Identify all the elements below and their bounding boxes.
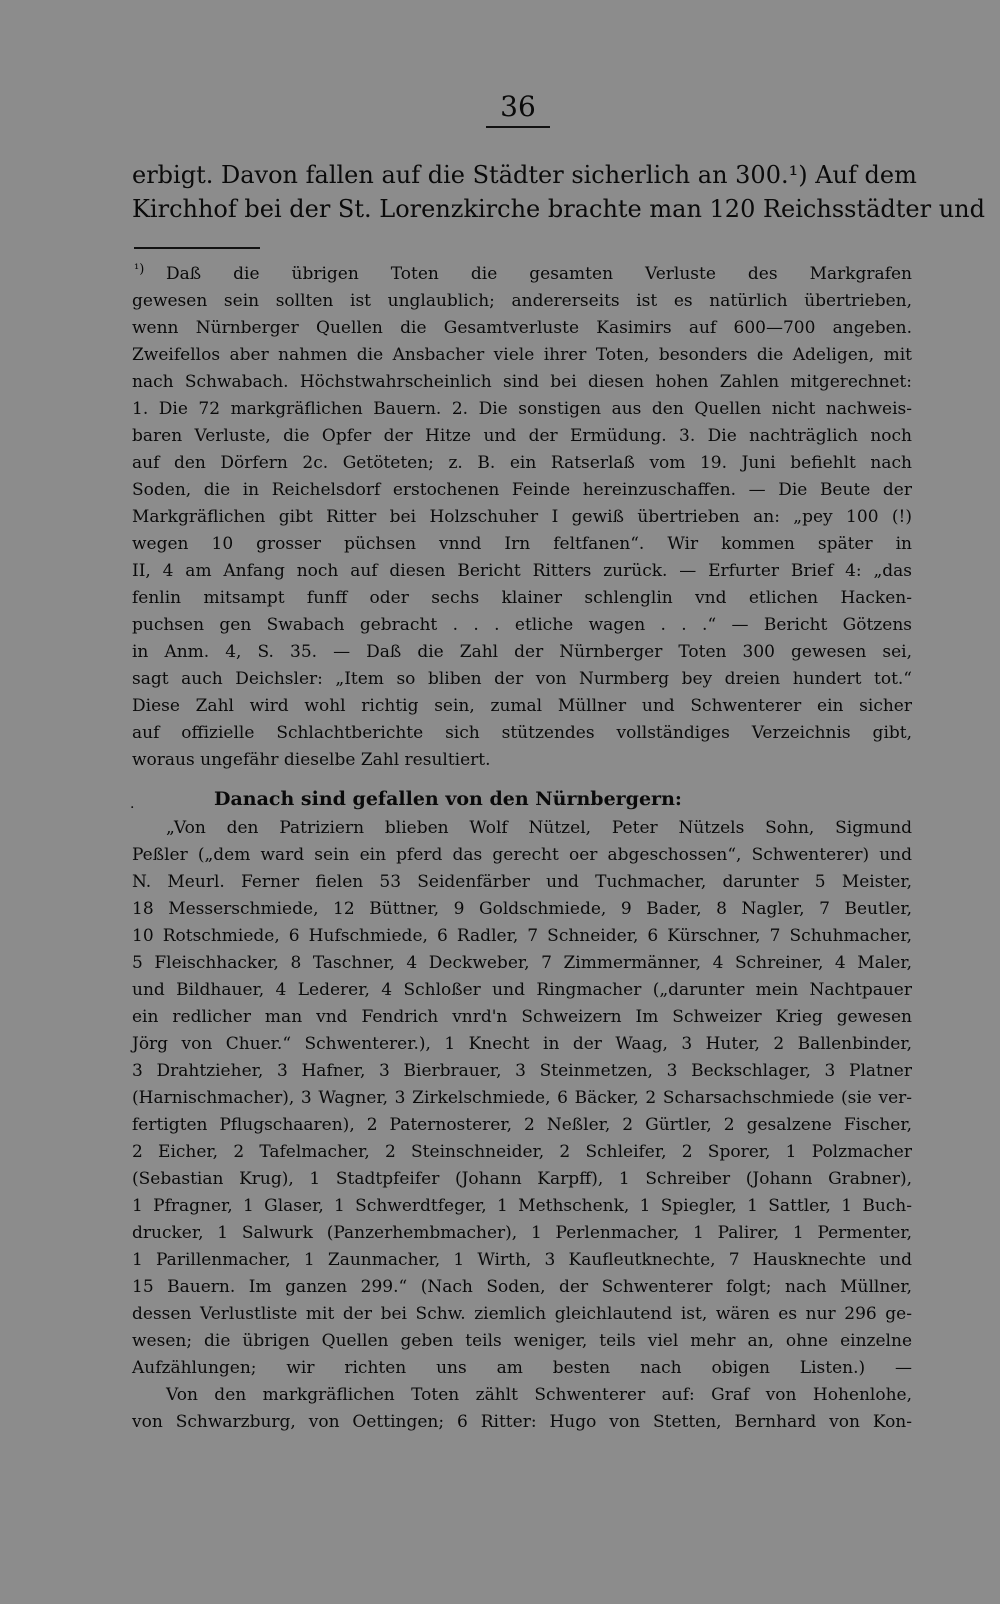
footnote-line: Markgräflichen gibt Ritter bei Holzschuher I gewiß übertrieben an: „pey 100 (!): [132, 507, 912, 527]
fallen-line: 15 Bauern. Im ganzen 299.“ (Nach Soden, der Schwenterer folgt; nach Müllner,: [132, 1277, 912, 1297]
footnote-line: fenlin mitsampt funff oder sechs klainer schlenglin vnd etlichen Hacken-: [132, 588, 912, 608]
fallen-line: drucker, 1 Salwurk (Panzerhembmacher), 1 Perlenmacher, 1 Palirer, 1 Permenter,: [132, 1223, 912, 1243]
fallen-line: dessen Verlustliste mit der bei Schw. ziemlich gleichlautend ist, wären es nur 296 ge-: [132, 1304, 912, 1324]
fallen-line: 10 Rotschmiede, 6 Hufschmiede, 6 Radler, 7 Schneider, 6 Kürschner, 7 Schuhmacher,: [132, 926, 912, 946]
fallen-line: 18 Messerschmiede, 12 Büttner, 9 Goldschmiede, 9 Bader, 8 Nagler, 7 Beutler,: [132, 899, 912, 919]
fallen-line: (Sebastian Krug), 1 Stadtpfeifer (Johann Karpff), 1 Schreiber (Johann Grabner),: [132, 1169, 912, 1189]
footnote-line: nach Schwabach. Höchstwahrscheinlich sind bei diesen hohen Zahlen mitgerechnet:: [132, 372, 912, 392]
footnote-line: 1. Die 72 markgräflichen Bauern. 2. Die sonstigen aus den Quellen nicht nachweis-: [132, 399, 912, 419]
footnote-line: Daß die übrigen Toten die gesamten Verluste des Markgrafen: [166, 264, 912, 284]
page-number-rule: [486, 126, 550, 128]
fallen-line: 3 Drahtzieher, 3 Hafner, 3 Bierbrauer, 3 Steinmetzen, 3 Beckschlager, 3 Platner: [132, 1061, 912, 1081]
fallen-line: 1 Parillenmacher, 1 Zaunmacher, 1 Wirth, 3 Kaufleutknechte, 7 Hausknechte und: [132, 1250, 912, 1270]
footnote-line: sagt auch Deichsler: „Item so bliben der von Nurmberg bey dreien hundert tot.“: [132, 669, 912, 689]
body-line: erbigt. Davon fallen auf die Städter sicherlich an 300.¹) Auf dem: [132, 161, 917, 189]
fallen-line: Aufzählungen; wir richten uns am besten nach obigen Listen.) —: [132, 1358, 912, 1378]
footnote-rule: [134, 247, 260, 249]
footnote-line: woraus ungefähr dieselbe Zahl resultiert.: [132, 750, 491, 770]
footnote-line: baren Verluste, die Opfer der Hitze und der Ermüdung. 3. Die nachträglich noch: [132, 426, 912, 446]
fallen-line: 5 Fleischhacker, 8 Taschner, 4 Deckweber, 7 Zimmermänner, 4 Schreiner, 4 Maler,: [132, 953, 912, 973]
footnote-line: Soden, die in Reichelsdorf erstochenen Feinde hereinzuschaffen. — Die Beute der: [132, 480, 912, 500]
fallen-line: Peßler („dem ward sein ein pferd das gerecht oer abgeschossen“, Schwenterer) und: [132, 845, 912, 865]
footnote-line: auf den Dörfern 2c. Getöteten; z. B. ein Ratserlaß vom 19. Juni befiehlt nach: [132, 453, 912, 473]
body-line: Kirchhof bei der St. Lorenzkirche brachte man 120 Reichsstädter und: [132, 195, 985, 223]
footnote-line: Zweifellos aber nahmen die Ansbacher viele ihrer Toten, besonders die Adeligen, mit: [132, 345, 912, 365]
fallen-line: wesen; die übrigen Quellen geben teils weniger, teils viel mehr an, ohne einzelne: [132, 1331, 912, 1351]
page-number: 36: [500, 90, 536, 123]
fallen-line: ein redlicher man vnd Fendrich vnrd'n Schweizern Im Schweizer Krieg gewesen: [132, 1007, 912, 1027]
footnote-line: wenn Nürnberger Quellen die Gesamtverluste Kasimirs auf 600—700 angeben.: [132, 318, 912, 338]
fallen-line: „Von den Patriziern blieben Wolf Nützel, Peter Nützels Sohn, Sigmund: [166, 818, 912, 838]
fallen-line: Von den markgräflichen Toten zählt Schwenterer auf: Graf von Hohenlohe,: [166, 1385, 912, 1405]
footnote-line: wegen 10 grosser püchsen vnnd Irn feltfanen“. Wir kommen später in: [132, 534, 912, 554]
footnote-line: auf offizielle Schlachtberichte sich stützendes vollständiges Verzeichnis gibt,: [132, 723, 912, 743]
fallen-line: und Bildhauer, 4 Lederer, 4 Schloßer und Ringmacher („darunter mein Nachtpauer: [132, 980, 912, 1000]
fallen-line: N. Meurl. Ferner fielen 53 Seidenfärber und Tuchmacher, darunter 5 Meister,: [132, 872, 912, 892]
fallen-heading: Danach sind gefallen von den Nürnbergern:: [214, 788, 682, 810]
footnote-line: Diese Zahl wird wohl richtig sein, zumal Müllner und Schwenterer ein sicher: [132, 696, 912, 716]
footnote-line: gewesen sein sollten ist unglaublich; andererseits ist es natürlich übertrieben,: [132, 291, 912, 311]
footnote-line: puchsen gen Swabach gebracht . . . etliche wagen . . .“ — Bericht Götzens: [132, 615, 912, 635]
fallen-line: (Harnischmacher), 3 Wagner, 3 Zirkelschmiede, 6 Bäcker, 2 Scharsachschmiede (sie ver-: [132, 1088, 912, 1108]
footnote-line: in Anm. 4, S. 35. — Daß die Zahl der Nürnberger Toten 300 gewesen sei,: [132, 642, 912, 662]
fallen-line: fertigten Pflugschaaren), 2 Paternosterer, 2 Neßler, 2 Gürtler, 2 gesalzene Fischer,: [132, 1115, 912, 1135]
footnote-line: II, 4 am Anfang noch auf diesen Bericht Ritters zurück. — Erfurter Brief 4: „das: [132, 561, 912, 581]
bullet-mark: ·: [130, 800, 135, 816]
fallen-line: Jörg von Chuer.“ Schwenterer.), 1 Knecht in der Waag, 3 Huter, 2 Ballenbinder,: [132, 1034, 912, 1054]
fallen-line: 2 Eicher, 2 Tafelmacher, 2 Steinschneider, 2 Schleifer, 2 Sporer, 1 Polzmacher: [132, 1142, 912, 1162]
fallen-line: 1 Pfragner, 1 Glaser, 1 Schwerdtfeger, 1 Methschenk, 1 Spiegler, 1 Sattler, 1 Buch-: [132, 1196, 912, 1216]
fallen-line: von Schwarzburg, von Oettingen; 6 Ritter: Hugo von Stetten, Bernhard von Kon-: [132, 1412, 912, 1432]
footnote-marker: ¹): [134, 262, 145, 277]
